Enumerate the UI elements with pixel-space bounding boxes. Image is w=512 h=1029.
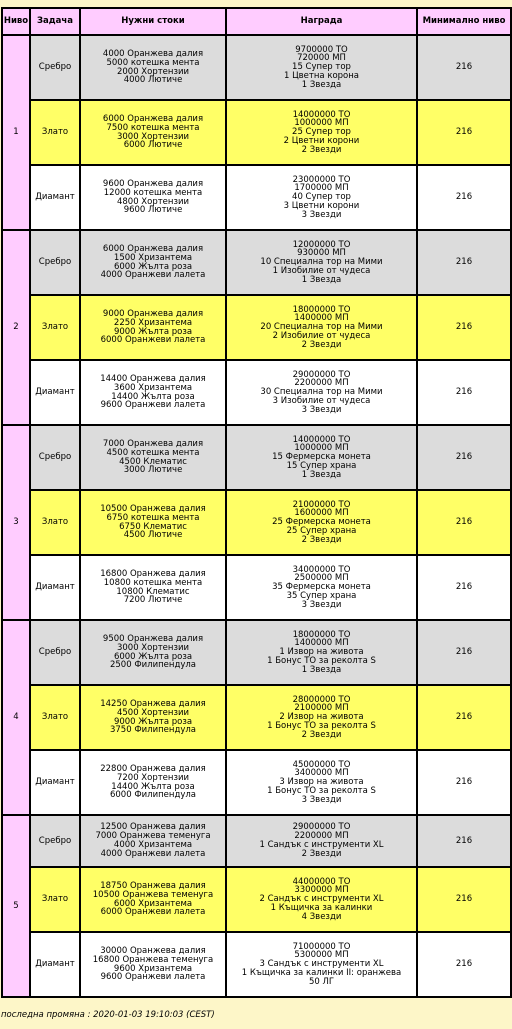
task-cell: Сребро [30,425,80,490]
goods-line: 6000 Оранжева далия [102,113,204,124]
goods-line: 6000 Оранжеви лалета [100,907,206,918]
goods-cell [80,815,226,867]
goods-line: 6000 Хризантема [113,898,193,909]
goods-line: 1500 Хризантема [113,252,193,263]
reward-line: 71000000 ТО [292,941,351,952]
reward-line: 15 Супер тор [292,62,351,73]
goods-cell [80,750,226,815]
goods-cell [80,165,226,230]
header-level: Ниво [2,8,30,35]
reward-line: 2 Звезди [301,144,342,155]
goods-cell [80,490,226,555]
reward-line: 14000000 ТО [292,109,351,120]
reward-line: 14000000 ТО [292,434,351,445]
reward-line: 23000000 ТО [292,174,351,185]
quest-row [2,360,511,425]
reward-line: 3 Звезди [301,599,342,610]
reward-line: 12000000 ТО [292,239,351,250]
goods-cell [80,360,226,425]
reward-line: 1 Бонус ТО за реколта S [267,655,376,666]
reward-line: 1 Бонус ТО за реколта S [267,720,376,731]
goods-line: 6000 Жълта роза [113,261,193,272]
goods-line: 9600 Хризантема [113,963,193,974]
reward-cell [226,35,417,100]
reward-line: 1 Звезда [301,79,342,90]
goods-line: 3600 Хризантема [113,382,193,393]
quest-row [2,555,511,620]
reward-line: 34000000 ТО [292,564,351,575]
goods-cell [80,867,226,932]
reward-line: 20 Специална тор на Мими [260,322,383,333]
quest-row [2,100,511,165]
level-cell: 4 [2,620,30,815]
reward-cell [226,295,417,360]
goods-line: 7200 Хортензии [116,772,190,783]
reward-line: 40 Супер тор [292,192,351,203]
goods-line: 4500 котешка мента [106,447,200,458]
reward-line: 2500000 МП [294,573,349,584]
goods-cell [80,932,226,997]
reward-cell [226,165,417,230]
min-level-cell: 216 [417,932,511,997]
header-row [2,8,511,35]
quest-row [2,815,511,867]
reward-line: 3 Извор на живота [279,777,364,788]
goods-line: 6000 Оранжева далия [102,243,204,254]
goods-cell [80,620,226,685]
goods-line: 2500 Филипендула [109,660,197,671]
min-level-cell: 216 [417,620,511,685]
reward-line: 15 Фермерска монета [272,452,371,463]
reward-line: 1 Звезда [301,664,342,675]
reward-line: 2 Сандък с инструменти XL [259,894,384,905]
goods-line: 12500 Оранжева далия [100,822,206,833]
reward-line: 3 Звезди [301,794,342,805]
goods-line: 4500 Лютиче [123,530,183,541]
reward-line: 3 Звезди [301,404,342,415]
goods-cell [80,100,226,165]
reward-line: 2100000 МП [294,703,349,714]
min-level-cell: 216 [417,867,511,932]
reward-line: 2 Звезди [301,729,342,740]
quest-row [2,35,511,100]
reward-cell [226,815,417,867]
reward-line: 720000 МП [297,53,346,64]
goods-line: 4500 Хортензии [116,707,190,718]
reward-line: 1 Звезда [301,469,342,480]
reward-cell [226,360,417,425]
header-goods: Нужни стоки [80,8,226,35]
goods-line: 3000 Хортензии [116,642,190,653]
task-cell: Диамант [30,555,80,620]
reward-line: 35 Фермерска монета [272,582,371,593]
goods-line: 14400 Жълта роза [111,391,195,402]
reward-line: 21000000 ТО [292,499,351,510]
reward-line: 1400000 МП [294,638,349,649]
goods-line: 7000 Оранжева теменуга [95,831,211,842]
quest-row [2,230,511,295]
min-level-cell: 216 [417,815,511,867]
reward-line: 3 Сандък с инструменти XL [259,959,384,970]
reward-line: 2 Извор на живота [279,712,364,723]
min-level-cell: 216 [417,555,511,620]
reward-cell [226,620,417,685]
task-cell: Злато [30,490,80,555]
task-cell: Диамант [30,360,80,425]
goods-line: 4000 Лютиче [123,75,183,86]
min-level-cell: 216 [417,35,511,100]
reward-line: 1000000 МП [294,443,349,454]
reward-line: 1600000 МП [294,508,349,519]
reward-line: 28000000 ТО [292,694,351,705]
reward-line: 9700000 ТО [295,44,348,55]
reward-line: 2200000 МП [294,378,349,389]
reward-line: 2 Цветни корони [283,135,360,146]
task-cell: Сребро [30,230,80,295]
reward-line: 3400000 МП [294,768,349,779]
task-cell: Сребро [30,35,80,100]
goods-cell [80,295,226,360]
reward-line: 29000000 ТО [292,369,351,380]
task-cell: Злато [30,685,80,750]
reward-line: 30 Специална тор на Мими [260,387,383,398]
task-cell: Злато [30,295,80,360]
goods-line: 14250 Оранжева далия [100,698,206,709]
reward-cell [226,490,417,555]
reward-line: 1 Бонус ТО за реколта S [267,785,376,796]
min-level-cell: 216 [417,295,511,360]
goods-line: 3750 Филипендула [109,725,197,736]
goods-line: 6000 Оранжеви лалета [100,335,206,346]
goods-line: 22800 Оранжева далия [100,763,206,774]
quests-table [1,7,512,998]
reward-line: 1000000 МП [294,118,349,129]
reward-line: 29000000 ТО [292,822,351,833]
reward-line: 2 Звезди [301,534,342,545]
reward-line: 5300000 МП [294,950,349,961]
goods-line: 2000 Хортензии [116,66,190,77]
quest-row [2,867,511,932]
goods-line: 6000 Жълта роза [113,651,193,662]
reward-line: 2 Звезди [301,339,342,350]
goods-line: 6000 Филипендула [109,790,197,801]
goods-line: 7000 Оранжева далия [102,438,204,449]
task-cell: Диамант [30,750,80,815]
reward-line: 3 Цветни корони [283,200,360,211]
header-reward: Награда [226,8,417,35]
goods-line: 9500 Оранжева далия [102,633,204,644]
reward-cell [226,230,417,295]
goods-cell [80,35,226,100]
reward-line: 15 Супер храна [286,460,357,471]
reward-line: 930000 МП [297,248,346,259]
goods-line: 4000 Хризантема [113,840,193,850]
goods-cell [80,230,226,295]
reward-line: 2200000 МП [294,831,349,842]
goods-cell [80,685,226,750]
reward-line: 45000000 ТО [292,759,351,770]
goods-line: 9600 Оранжеви лалета [100,972,206,983]
reward-cell [226,100,417,165]
min-level-cell: 216 [417,685,511,750]
goods-line: 9600 Лютиче [123,205,183,216]
task-cell: Сребро [30,815,80,867]
reward-line: 3 Изобилие от чудеса [272,395,371,406]
reward-line: 2 Звезди [301,848,342,859]
goods-line: 3000 Лютиче [123,465,183,476]
reward-line: 1 Изобилие от чудеса [272,265,371,276]
reward-line: 1700000 МП [294,183,349,194]
reward-line: 35 Супер храна [286,590,357,601]
goods-line: 14400 Жълта роза [111,781,195,792]
task-cell: Сребро [30,620,80,685]
quest-row [2,165,511,230]
min-level-cell: 216 [417,230,511,295]
reward-line: 2 Изобилие от чудеса [272,330,371,341]
min-level-cell: 216 [417,360,511,425]
quest-row [2,490,511,555]
goods-line: 14400 Оранжева далия [100,373,206,384]
goods-line: 5000 котешка мента [106,57,200,68]
reward-line: 1 Извор на живота [279,647,364,658]
task-cell: Диамант [30,165,80,230]
reward-line: 3300000 МП [294,885,349,896]
goods-line: 6000 Лютиче [123,140,183,151]
goods-line: 4000 Оранжеви лалета [100,270,206,281]
reward-line: 1 Сандък с инструменти XL [259,840,384,850]
reward-cell [226,425,417,490]
reward-cell [226,685,417,750]
goods-line: 10500 Оранжева далия [100,503,206,514]
quest-row [2,295,511,360]
reward-cell [226,555,417,620]
task-cell: Диамант [30,932,80,997]
reward-line: 1 Къщичка за калинки [270,902,373,913]
goods-line: 16800 Оранжева далия [100,568,206,579]
last-modified: последна промяна : 2020-01-03 19:10:03 (CEST) [1,1010,215,1020]
goods-line: 10800 Клематис [116,586,190,597]
reward-line: 25 Супер тор [292,127,351,138]
task-cell: Злато [30,100,80,165]
reward-line: 3 Звезди [301,209,342,220]
quest-row [2,620,511,685]
min-level-cell: 216 [417,750,511,815]
goods-line: 4500 Клематис [119,456,187,467]
goods-line: 12000 котешка мента [103,187,203,198]
goods-line: 30000 Оранжева далия [100,945,206,956]
reward-line: 1 Къщичка за калинки II: оранжева [241,967,402,978]
reward-line: 1 Звезда [301,274,342,285]
task-cell: Злато [30,867,80,932]
reward-cell [226,932,417,997]
min-level-cell: 216 [417,100,511,165]
min-level-cell: 216 [417,165,511,230]
reward-line: 50 ЛГ [308,976,335,987]
level-cell: 5 [2,815,30,997]
level-cell: 2 [2,230,30,425]
reward-line: 18000000 ТО [292,304,351,315]
goods-line: 6750 котешка мента [106,512,200,523]
level-cell: 3 [2,425,30,620]
goods-line: 7200 Лютиче [123,595,183,606]
quest-row [2,425,511,490]
goods-line: 9600 Оранжеви лалета [100,400,206,411]
quest-row [2,685,511,750]
goods-line: 9000 Жълта роза [113,326,193,337]
goods-line: 9000 Жълта роза [113,716,193,727]
quest-row [2,932,511,997]
goods-line: 4000 Оранжеви лалета [100,848,206,859]
goods-line: 9000 Оранжева далия [102,308,204,319]
goods-line: 9600 Оранжева далия [102,178,204,189]
reward-cell [226,867,417,932]
reward-cell [226,750,417,815]
quests-body [2,35,511,997]
goods-cell [80,555,226,620]
level-cell: 1 [2,35,30,230]
min-level-cell: 216 [417,425,511,490]
goods-line: 3000 Хортензии [116,131,190,142]
reward-line: 1400000 МП [294,313,349,324]
reward-line: 4 Звезди [301,911,342,922]
reward-line: 25 Фермерска монета [272,517,371,528]
reward-line: 25 Супер храна [286,525,357,536]
goods-line: 10500 Оранжева теменуга [92,889,214,900]
goods-line: 4000 Оранжева далия [102,48,204,59]
reward-line: 1 Цветна корона [283,70,360,81]
header-task: Задача [30,8,80,35]
goods-line: 2250 Хризантема [113,317,193,328]
goods-line: 4800 Хортензии [116,196,190,207]
reward-line: 10 Специална тор на Мими [260,257,383,268]
quest-row [2,750,511,815]
quests-table-container [1,7,510,998]
header-min-level: Минимално ниво [417,8,511,35]
goods-cell [80,425,226,490]
reward-line: 44000000 ТО [292,876,351,887]
goods-line: 16800 Оранжева теменуга [92,954,214,965]
min-level-cell: 216 [417,490,511,555]
reward-line: 18000000 ТО [292,629,351,640]
goods-line: 10800 котешка мента [103,577,203,588]
goods-line: 7500 котешка мента [106,122,200,133]
goods-line: 18750 Оранжева далия [100,880,206,891]
goods-line: 6750 Клематис [119,521,187,532]
